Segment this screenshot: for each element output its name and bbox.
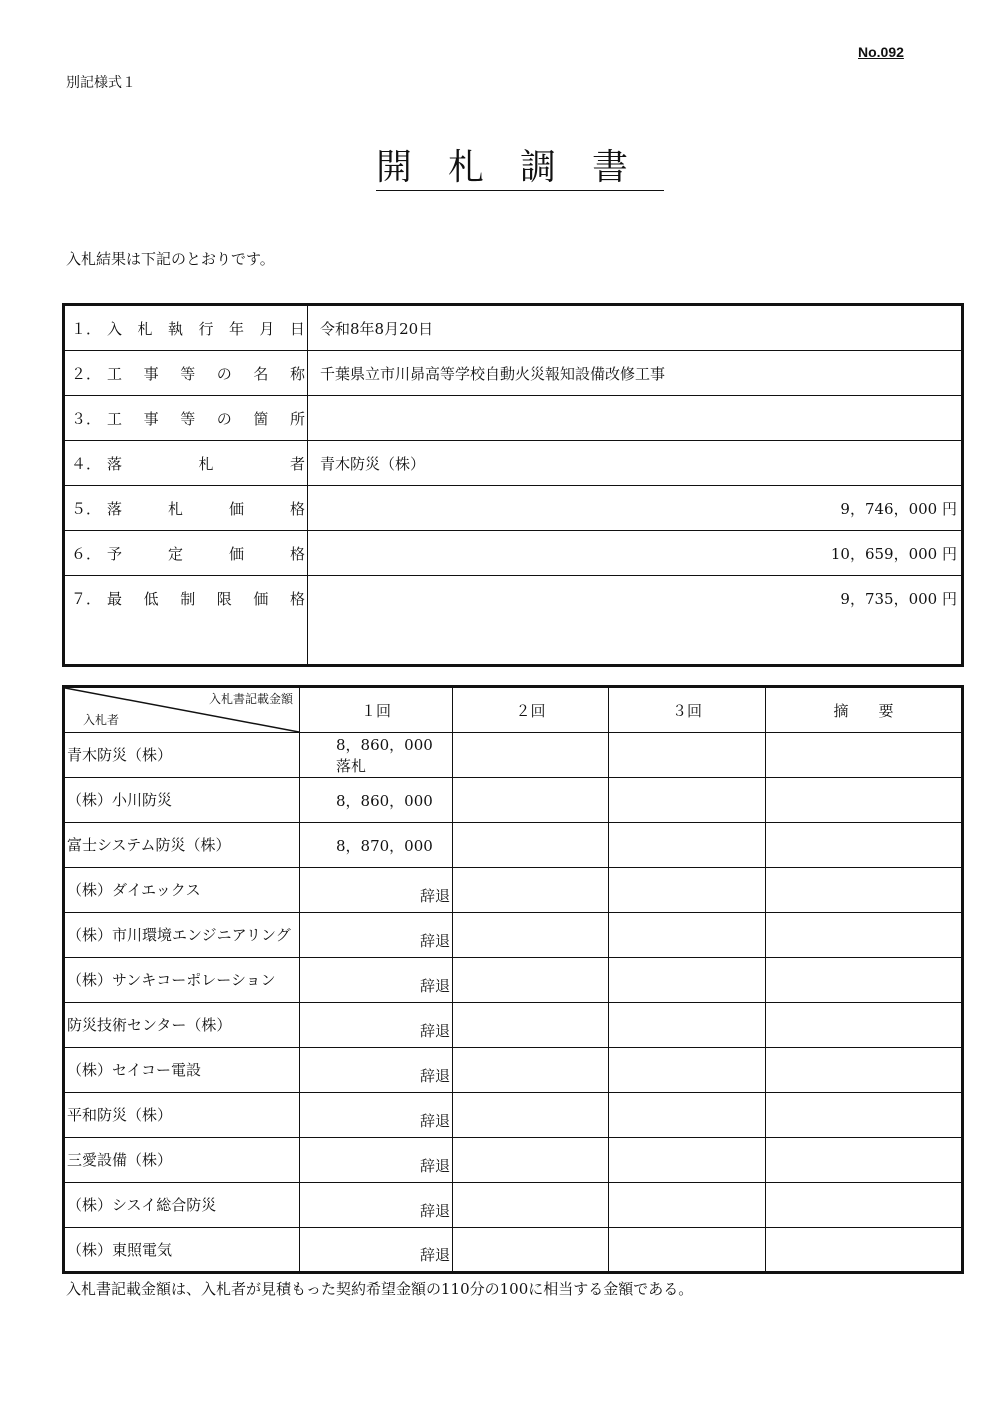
round1-amount: 8，860，000	[300, 778, 453, 823]
summary-row	[64, 396, 963, 441]
round2-amount	[453, 913, 609, 958]
summary-label-char: 低	[143, 589, 159, 608]
intro-text: 入札結果は下記のとおりです。	[66, 250, 275, 268]
round2-amount	[453, 778, 609, 823]
summary-value: 令和8年8月20日	[320, 319, 434, 338]
page-title: 開札調書	[376, 146, 664, 191]
summary-item-number: ３．	[71, 409, 102, 428]
bid-row	[64, 733, 963, 778]
round1-amount: 辞退	[300, 913, 453, 958]
summary-label-char: 札	[167, 499, 183, 518]
round2-amount	[453, 1003, 609, 1048]
remarks-cell	[766, 1228, 963, 1273]
document-number: No.092	[858, 44, 904, 60]
round3-header: ３回	[609, 687, 766, 733]
summary-table	[62, 303, 964, 667]
bidder-name: 平和防災（株）	[64, 1093, 300, 1138]
summary-label-char: 等	[180, 409, 196, 428]
summary-label-char: 制	[180, 589, 196, 608]
bid-row	[64, 1228, 963, 1273]
summary-value: 千葉県立市川昴高等学校自動火災報知設備改修工事	[320, 364, 666, 383]
summary-value-cell	[308, 441, 963, 486]
summary-value: 10，659，000 円	[830, 544, 957, 563]
summary-label-char: 札	[198, 454, 214, 473]
summary-item-number: ６．	[71, 544, 102, 563]
summary-label-char: 工	[107, 409, 123, 428]
bidder-name: （株）サンキコーポレーション	[64, 958, 300, 1003]
summary-row	[64, 441, 963, 486]
round1-amount: 8，870，000	[300, 823, 453, 868]
round3-amount	[609, 958, 766, 1003]
round2-amount	[453, 1228, 609, 1273]
remarks-cell	[766, 823, 963, 868]
footnote: 入札書記載金額は、入札者が見積もった契約希望金額の110分の100に相当する金額である。	[66, 1280, 694, 1298]
summary-label-char: 者	[289, 454, 305, 473]
bidder-name: （株）シスイ総合防災	[64, 1183, 300, 1228]
summary-label-char: 定	[167, 544, 183, 563]
bid-row	[64, 868, 963, 913]
round1-amount: 辞退	[300, 1003, 453, 1048]
summary-label-char: 格	[289, 589, 305, 608]
round1-amount: 辞退	[300, 1048, 453, 1093]
remarks-cell	[766, 958, 963, 1003]
summary-item-number: １．	[71, 319, 102, 338]
summary-label-char: 入	[107, 319, 123, 338]
summary-value: 青木防災（株）	[320, 454, 426, 473]
summary-value: 9，746，000 円	[840, 499, 957, 518]
summary-label-char: 日	[289, 319, 305, 338]
remarks-cell	[766, 778, 963, 823]
round1-header: １回	[300, 687, 453, 733]
summary-label-char: 行	[198, 319, 214, 338]
summary-value-cell	[308, 486, 963, 531]
summary-label-char: 事	[143, 409, 159, 428]
summary-label-char: 所	[289, 409, 305, 428]
round2-amount	[453, 868, 609, 913]
summary-label-char: 限	[216, 589, 232, 608]
round3-amount	[609, 868, 766, 913]
summary-label-cell	[64, 305, 308, 351]
summary-label-char: 落	[107, 499, 123, 518]
summary-row	[64, 305, 963, 351]
round2-amount	[453, 1048, 609, 1093]
remarks-cell	[766, 1138, 963, 1183]
bidder-header-label: 入札者	[83, 713, 120, 727]
summary-label-char: の	[216, 409, 232, 428]
round3-amount	[609, 733, 766, 778]
bid-row	[64, 1183, 963, 1228]
round3-amount	[609, 778, 766, 823]
round3-amount	[609, 1228, 766, 1273]
bidder-name: 青木防災（株）	[64, 733, 300, 778]
bid-row	[64, 1048, 963, 1093]
round3-amount	[609, 823, 766, 868]
summary-label-char: 格	[289, 499, 305, 518]
bidder-name: （株）東照電気	[64, 1228, 300, 1273]
round3-amount	[609, 1183, 766, 1228]
round2-amount	[453, 1183, 609, 1228]
summary-item-number: ４．	[71, 454, 102, 473]
summary-label-cell	[64, 531, 308, 576]
bid-row	[64, 1093, 963, 1138]
summary-label-char: 月	[259, 319, 275, 338]
summary-item-label	[107, 498, 305, 519]
summary-label-char: 最	[107, 589, 123, 608]
summary-item-label	[107, 543, 305, 564]
summary-label-cell	[64, 351, 308, 396]
summary-label-char: 価	[228, 499, 244, 518]
summary-value-cell	[308, 576, 963, 666]
bids-header-row	[64, 687, 963, 733]
summary-label-char: 予	[107, 544, 123, 563]
summary-item-label	[107, 318, 305, 339]
summary-value-cell	[308, 531, 963, 576]
summary-label-char: 事	[143, 364, 159, 383]
summary-label-char: 工	[107, 364, 123, 383]
round2-header: ２回	[453, 687, 609, 733]
round2-amount	[453, 733, 609, 778]
bidder-name: （株）セイコー電設	[64, 1048, 300, 1093]
remarks-cell	[766, 868, 963, 913]
round2-amount	[453, 1093, 609, 1138]
summary-label-cell	[64, 576, 308, 666]
summary-label-char: 格	[289, 544, 305, 563]
round1-amount: 辞退	[300, 1093, 453, 1138]
bid-row	[64, 913, 963, 958]
summary-label-char: 名	[253, 364, 269, 383]
summary-row	[64, 351, 963, 396]
summary-label-char: 等	[180, 364, 196, 383]
summary-value-cell	[308, 396, 963, 441]
summary-item-label	[107, 453, 305, 474]
round3-amount	[609, 1093, 766, 1138]
round1-amount: 辞退	[300, 1183, 453, 1228]
remarks-cell	[766, 913, 963, 958]
summary-label-char: 年	[228, 319, 244, 338]
bidder-name: （株）ダイエックス	[64, 868, 300, 913]
summary-value-cell	[308, 351, 963, 396]
summary-item-number: ２．	[71, 364, 102, 383]
remarks-cell	[766, 1048, 963, 1093]
summary-row	[64, 576, 963, 666]
round1-amount: 辞退	[300, 1138, 453, 1183]
summary-label-cell	[64, 486, 308, 531]
round1-amount: 辞退	[300, 1228, 453, 1273]
bidder-name: （株）市川環境エンジニアリング	[64, 913, 300, 958]
bidder-name: 富士システム防災（株）	[64, 823, 300, 868]
remarks-cell	[766, 733, 963, 778]
round2-amount	[453, 823, 609, 868]
bid-row	[64, 958, 963, 1003]
remarks-header: 摘 要	[766, 687, 963, 733]
round1-amount: 辞退	[300, 958, 453, 1003]
summary-row	[64, 486, 963, 531]
summary-item-label	[107, 408, 305, 429]
bidder-name: 三愛設備（株）	[64, 1138, 300, 1183]
round3-amount	[609, 1138, 766, 1183]
amount-header-label: 入札書記載金額	[208, 692, 293, 706]
round2-amount	[453, 1138, 609, 1183]
summary-row	[64, 531, 963, 576]
bid-row	[64, 823, 963, 868]
summary-label-char: 価	[228, 544, 244, 563]
summary-label-cell	[64, 396, 308, 441]
summary-label-char: 価	[253, 589, 269, 608]
summary-label-char: 札	[137, 319, 153, 338]
summary-label-char: 称	[289, 364, 305, 383]
summary-label-char: の	[216, 364, 232, 383]
round3-amount	[609, 1048, 766, 1093]
summary-label-char: 箇	[253, 409, 269, 428]
bid-row	[64, 1003, 963, 1048]
summary-item-number: ５．	[71, 499, 102, 518]
form-label: 別記様式１	[66, 75, 136, 91]
bidder-name: 防災技術センター（株）	[64, 1003, 300, 1048]
remarks-cell	[766, 1003, 963, 1048]
summary-label-char: 落	[107, 454, 123, 473]
round1-amount: 辞退	[300, 868, 453, 913]
summary-value-cell	[308, 305, 963, 351]
remarks-cell	[766, 1183, 963, 1228]
summary-label-char: 執	[167, 319, 183, 338]
bidder-name: （株）小川防災	[64, 778, 300, 823]
summary-item-label	[107, 363, 305, 384]
summary-item-label	[107, 588, 305, 609]
summary-label-cell	[64, 441, 308, 486]
diagonal-header-cell	[64, 687, 300, 733]
remarks-cell	[766, 1093, 963, 1138]
summary-value: 9，735，000 円	[840, 589, 957, 608]
summary-item-number: ７．	[71, 589, 102, 608]
round1-amount: 8，860，000 落札	[300, 733, 453, 778]
bid-row	[64, 1138, 963, 1183]
round2-amount	[453, 958, 609, 1003]
round3-amount	[609, 913, 766, 958]
bids-table	[62, 685, 964, 1274]
round3-amount	[609, 1003, 766, 1048]
bid-row	[64, 778, 963, 823]
